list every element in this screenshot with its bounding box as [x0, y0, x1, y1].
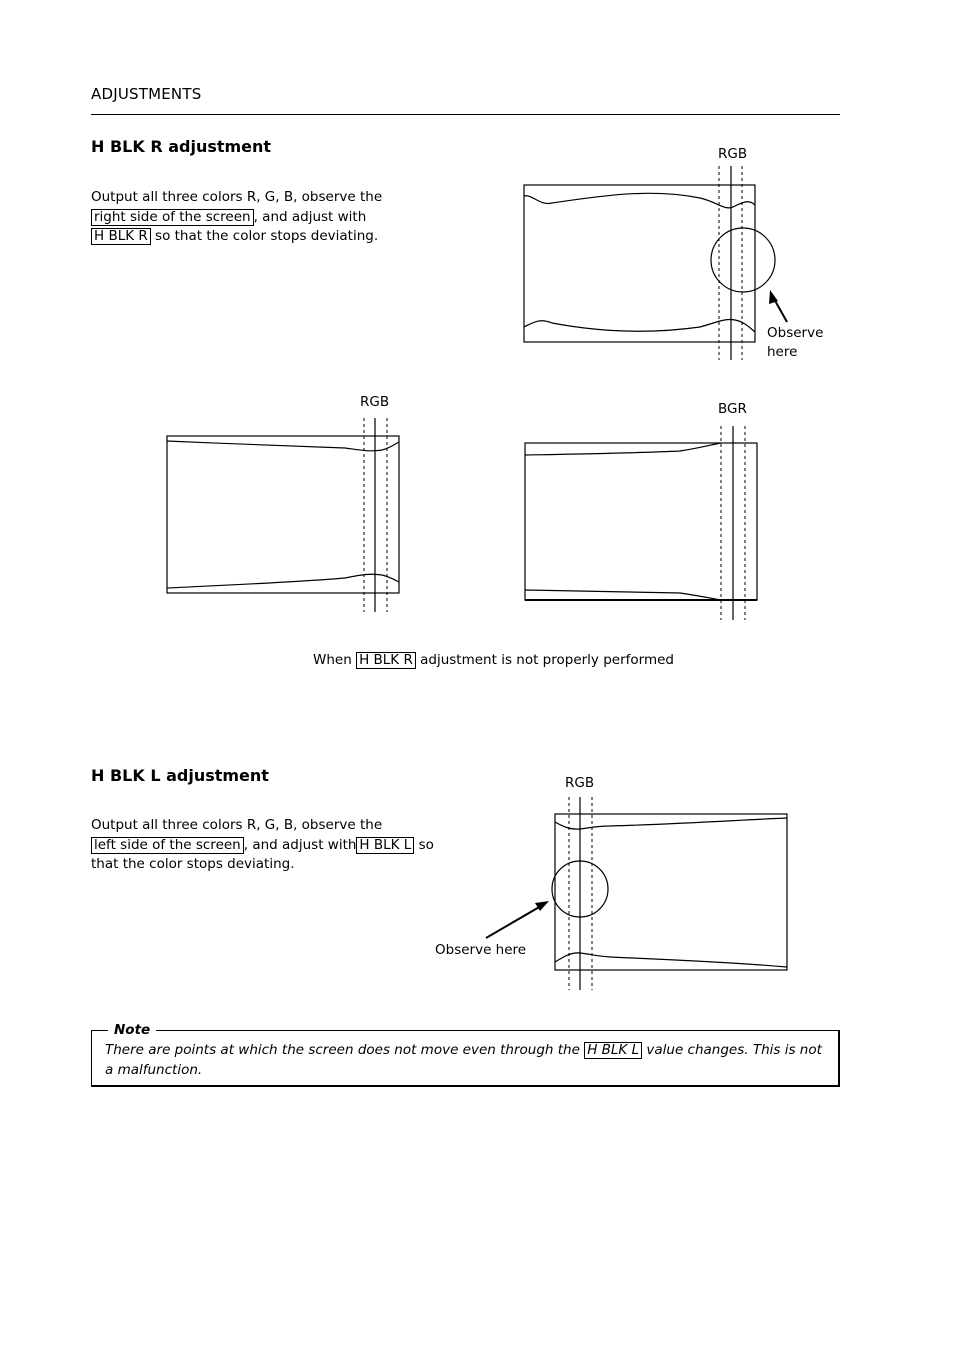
figure-3-label: BGR [718, 401, 747, 417]
section-title-h-blk-r: H BLK R adjustment [91, 137, 272, 156]
boxed-control-h-blk-l: H BLK L [356, 837, 414, 854]
page-header: ADJUSTMENTS [91, 85, 202, 103]
boxed-term-right-side: right side of the screen [91, 209, 254, 226]
section-l-line-2-mid: , and adjust with [243, 836, 357, 853]
figure-2-label: RGB [360, 394, 390, 410]
section-l-line-2-tail: so [418, 836, 434, 853]
note-text-pre: There are points at which the screen does not move even through the [105, 1042, 580, 1058]
section-l-line-1: Output all three colors R, G, B, observe the [91, 817, 383, 833]
observe-label-line-2: here [767, 344, 798, 360]
figure-4-label: RGB [565, 775, 595, 791]
boxed-control-h-blk-r: H BLK R [91, 228, 151, 245]
section-r-line-1: Output all three colors R, G, B, observe the [91, 189, 383, 205]
note-box [91, 1022, 840, 1087]
section-title-h-blk-l: H BLK L adjustment [91, 766, 269, 785]
note-boxed-control: H BLK L [584, 1042, 642, 1059]
note-title: Note [108, 1022, 156, 1038]
note-text [105, 1040, 830, 1080]
boxed-term-left-side: left side of the screen [91, 837, 244, 854]
figure-1-label: RGB [718, 146, 748, 162]
observe-here-label-2: Observe here [435, 942, 527, 958]
section-r-line-2-tail: , and adjust with [253, 208, 367, 225]
section-l-line-3: that the color stops deviating. [91, 856, 295, 872]
note-text-post: value changes. This is not a malfunction. [105, 1042, 822, 1078]
caption-post: adjustment is not properly performed [420, 652, 674, 668]
caption-pre: When [313, 652, 352, 668]
caption-boxed-control: H BLK R [356, 652, 416, 669]
observe-label-line-1: Observe [767, 325, 824, 341]
section-r-line-3-tail: so that the color stops deviating. [155, 228, 379, 244]
